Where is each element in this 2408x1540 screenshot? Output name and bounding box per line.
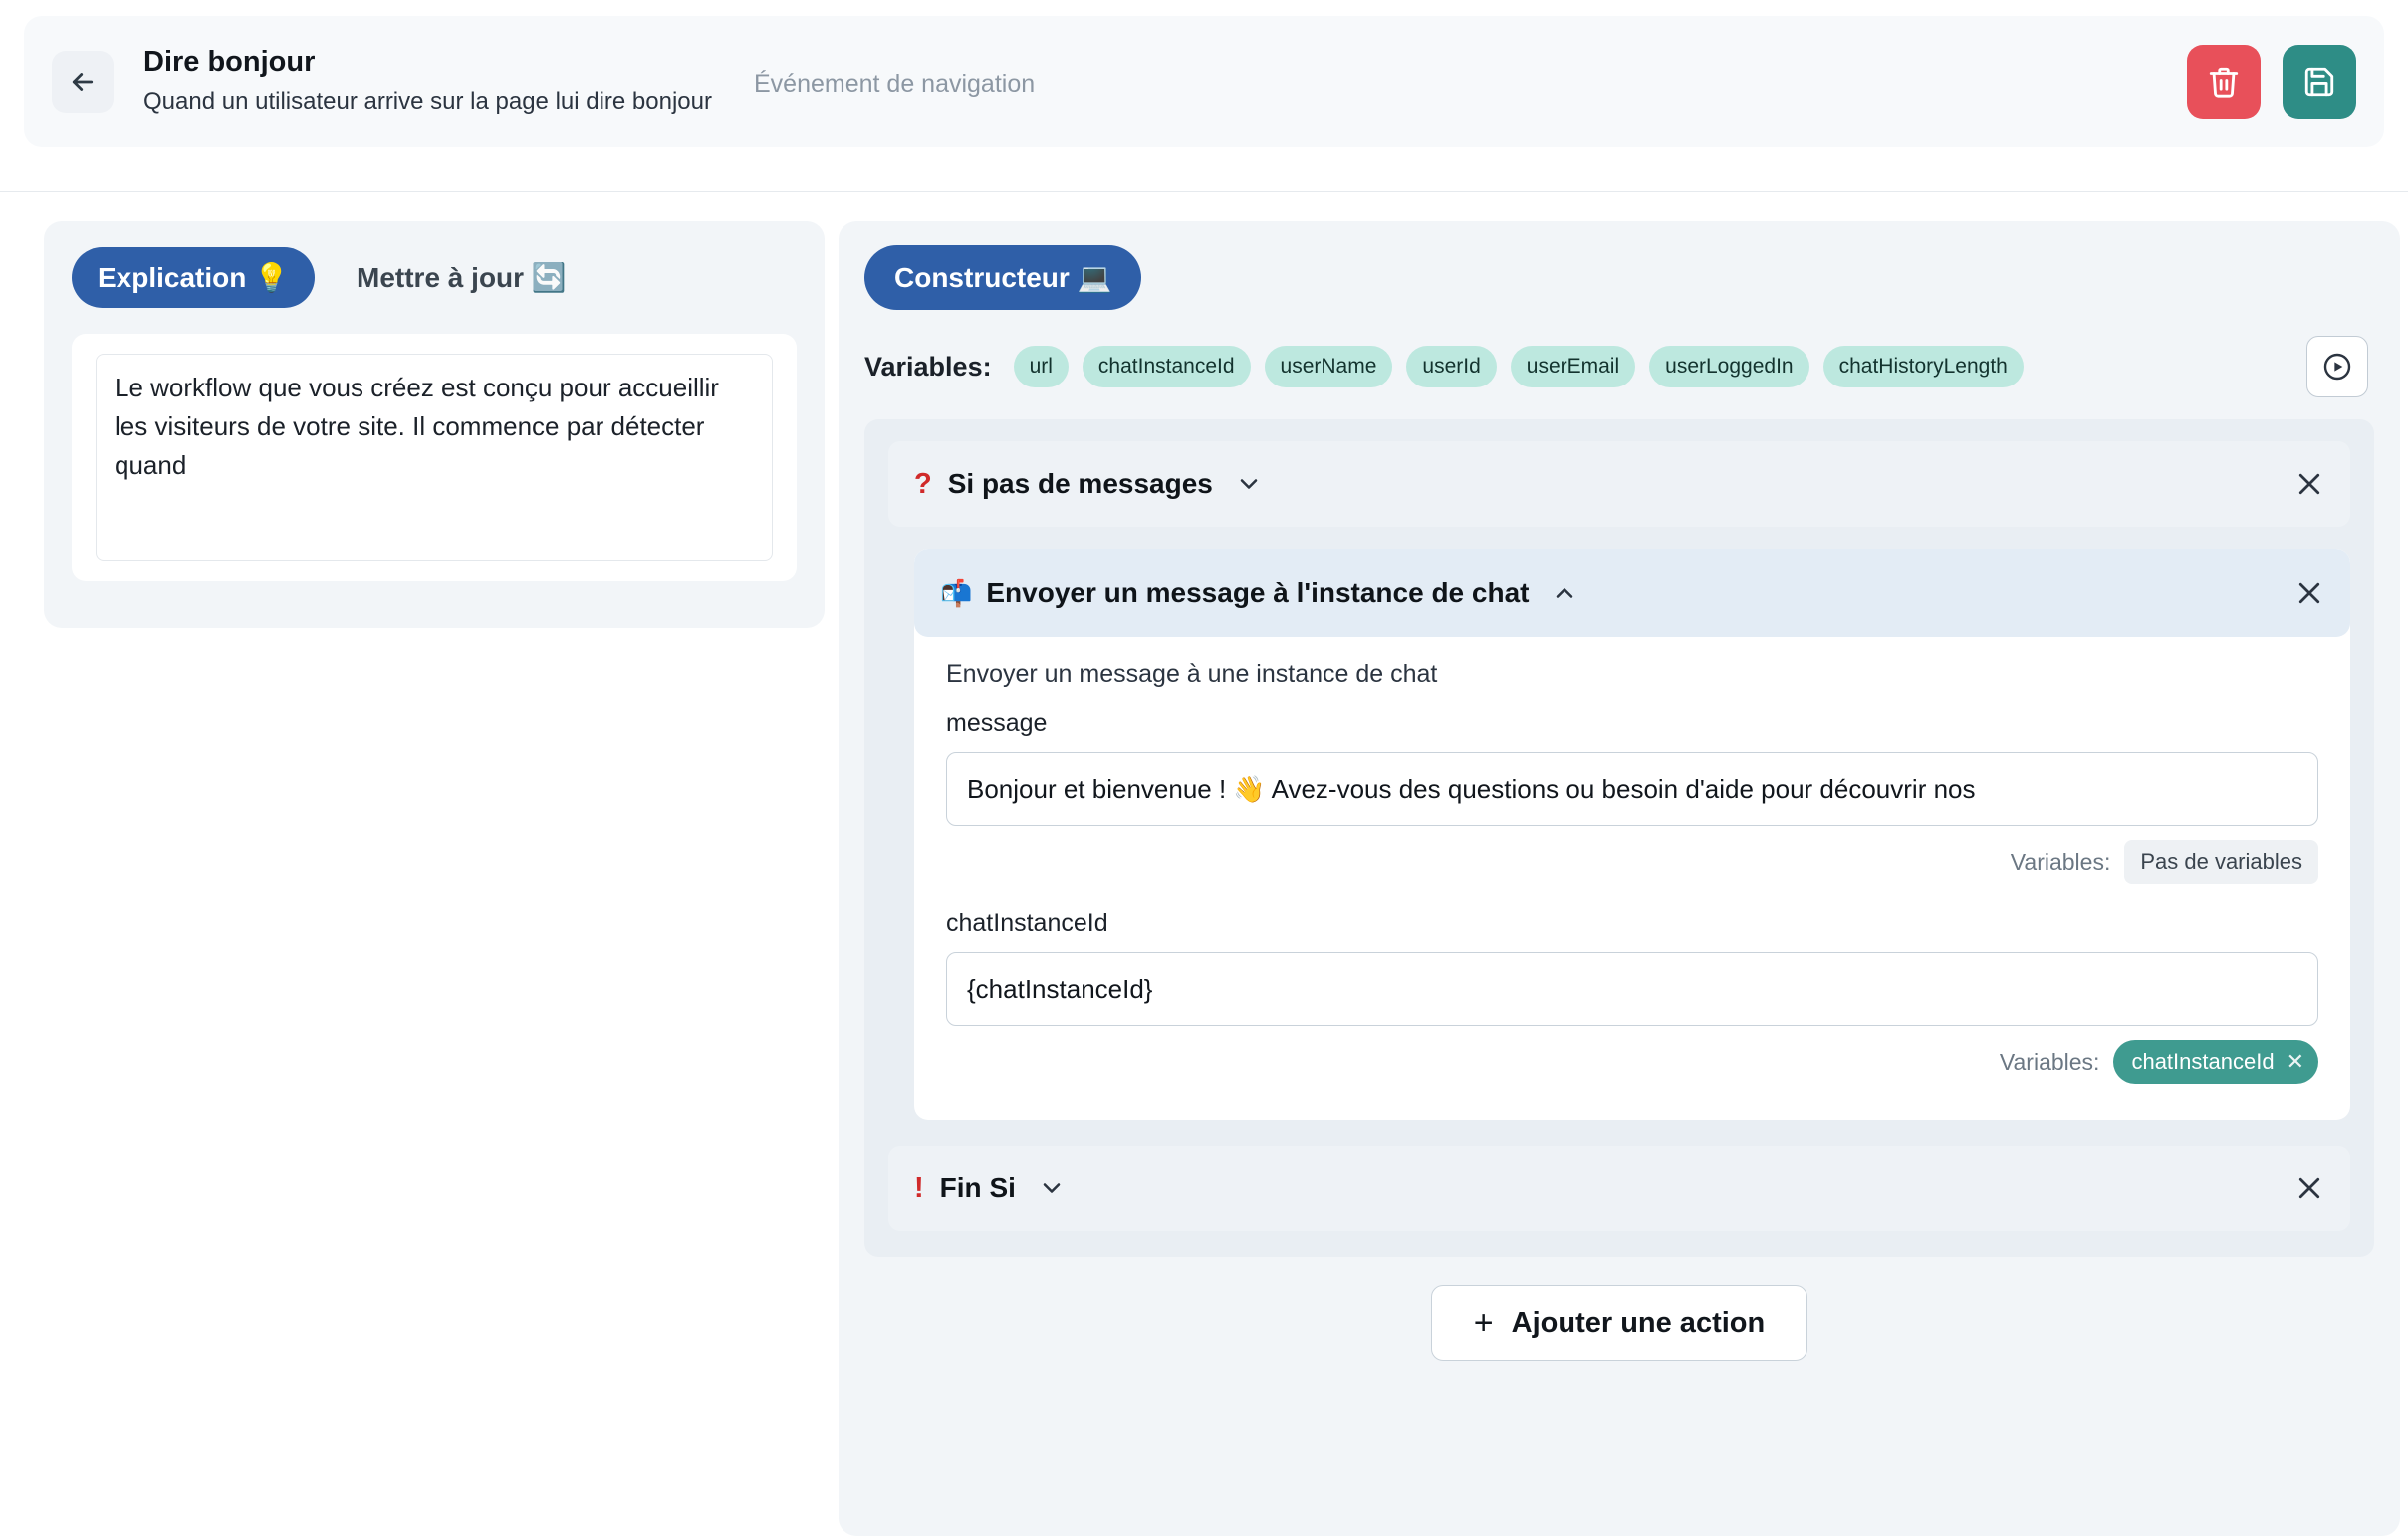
back-button[interactable] [52,51,114,113]
step-title: Fin Si [939,1172,1016,1203]
variables-row [864,336,2374,397]
close-icon[interactable] [2294,578,2324,608]
explanation-tabs [72,247,797,308]
variable-chip-chathistorylength[interactable]: chatHistoryLength [1823,346,2024,387]
header-actions [2187,45,2356,119]
page-title: Dire bonjour [143,45,316,78]
explanation-box [72,334,797,581]
step-title: Si pas de messages [947,468,1213,499]
remove-variable-icon[interactable]: ✕ [2286,1049,2304,1074]
chatinstanceid-variables-hint [946,1040,2318,1084]
builder-panel [839,221,2400,1536]
explanation-textarea[interactable] [96,354,773,561]
step-condition-if[interactable] [888,441,2350,527]
message-variables-hint [946,840,2318,884]
chatinstanceid-input[interactable] [946,952,2318,1026]
field-label-chatinstanceid: chatInstanceId [946,909,1108,937]
variable-chip-userloggedin[interactable]: userLoggedIn [1649,346,1808,387]
variables-hint-label: Variables: [1999,1048,2100,1075]
variable-chip-username[interactable]: userName [1265,346,1393,387]
add-action-row [864,1285,2374,1361]
trash-icon [2207,65,2241,99]
plus-icon: + [1473,1304,1494,1342]
workflow-description: Quand un utilisateur arrive sur la page lui dire bonjour [143,88,712,116]
variable-chip-label: chatInstanceId [2131,1049,2275,1074]
trigger-type-label: Événement de navigation [754,69,1036,98]
workflow-title-block [143,44,712,120]
action-card-send-message [914,549,2350,1120]
explanation-panel [44,221,825,628]
action-title: Envoyer un message à l'instance de chat [986,577,1530,608]
add-action-label: Ajouter une action [1511,1306,1766,1339]
header-divider [0,191,2408,192]
variable-chip-useremail[interactable]: userEmail [1511,346,1635,387]
close-icon[interactable] [2294,469,2324,499]
tab-constructeur[interactable]: Constructeur 💻 [864,245,1141,310]
workflow-header [24,16,2384,147]
action-description: Envoyer un message à une instance de chat [946,660,1438,688]
delete-workflow-button[interactable] [2187,45,2261,119]
save-workflow-button[interactable] [2283,45,2356,119]
action-card-header[interactable] [914,549,2350,637]
arrow-left-icon [68,67,98,97]
message-input[interactable] [946,752,2318,826]
field-label-message: message [946,709,1048,737]
close-icon[interactable] [2294,1173,2324,1203]
run-workflow-button[interactable] [2306,336,2368,397]
step-marker: ! [914,1171,924,1204]
chevron-up-icon[interactable] [1551,579,1578,607]
variables-hint-label: Variables: [2010,848,2111,875]
steps-container [864,419,2374,1257]
add-action-button[interactable] [1431,1285,1807,1361]
step-condition-end[interactable] [888,1146,2350,1231]
mailbox-icon: 📬 [940,577,973,608]
action-card-body [914,637,2350,1120]
variable-chip-chatinstanceid[interactable]: chatInstanceId [1083,346,1251,387]
variables-label: Variables: [864,351,992,382]
step-marker: ? [914,467,932,500]
tab-mettre-a-jour[interactable]: Mettre à jour 🔄 [331,247,593,308]
variable-chip-selected[interactable] [2113,1040,2318,1084]
chevron-down-icon[interactable] [1235,470,1263,498]
save-icon [2302,65,2336,99]
variable-chip-url[interactable]: url [1014,346,1069,387]
no-variables-chip: Pas de variables [2124,840,2318,884]
chevron-down-icon[interactable] [1038,1174,1066,1202]
tab-explication[interactable]: Explication 💡 [72,247,315,308]
play-circle-icon [2321,351,2353,383]
variable-chip-userid[interactable]: userId [1406,346,1496,387]
